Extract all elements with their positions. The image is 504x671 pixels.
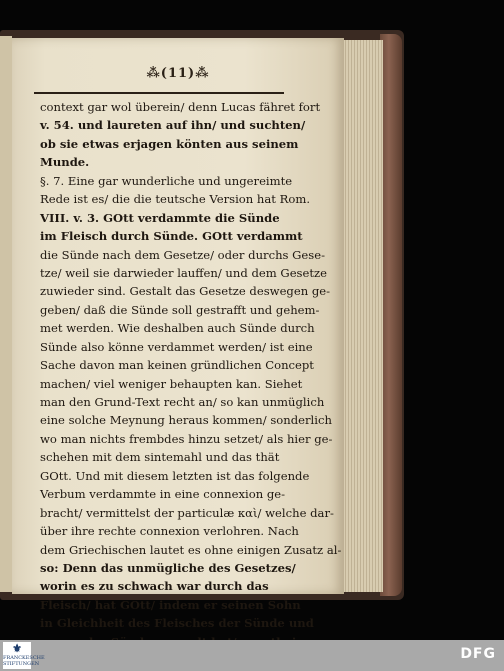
book-page bbox=[12, 38, 344, 631]
footer-bar bbox=[0, 640, 504, 671]
page-stack bbox=[343, 40, 383, 592]
text-line: Sünde also könne verdammet werden/ ist eine bbox=[40, 339, 313, 354]
text-line: VIII. v. 3. GOtt verdammte die Sünde bbox=[40, 210, 280, 225]
text-line: tze/ weil sie darwieder lauffen/ und dem Gesetze bbox=[40, 265, 327, 280]
text-line: Fleisch/ hat GOtt/ indem er seinen Sohn bbox=[40, 597, 301, 612]
text-line: dem Griechischen lautet es ohne einigen Zusatz al- bbox=[40, 542, 342, 557]
logo-text: FRANCKESCHE STIFTUNGEN bbox=[3, 655, 45, 667]
text-line: die Sünde nach dem Gesetze/ oder durchs Gese- bbox=[40, 247, 326, 262]
text-line: über ihre rechte connexion verlohren. Nach bbox=[40, 524, 299, 539]
page-number: ⁂(11)⁂ bbox=[146, 66, 210, 81]
text-line: machen/ viel weniger behaupten kan. Siehet bbox=[40, 376, 303, 391]
header-rule bbox=[34, 92, 284, 94]
text-line: Rede ist es/ die die teutsche Version hat Rom. bbox=[40, 192, 311, 207]
book-cover-edge bbox=[380, 34, 402, 596]
text-line: eine solche Meynung heraus kommen/ sonderlich bbox=[40, 413, 332, 428]
dfg-logo[interactable]: DFG bbox=[460, 646, 496, 662]
text-line: so: Denn das unmügliche des Gesetzes/ bbox=[40, 560, 296, 575]
institution-logo[interactable] bbox=[3, 642, 45, 669]
text-line: schehen mit dem sintemahl und das thät bbox=[40, 450, 280, 465]
page-text bbox=[40, 98, 342, 670]
text-line: Verbum verdammte in eine connexion ge- bbox=[40, 487, 286, 502]
text-line: §. 7. Eine gar wunderliche und ungereimte bbox=[40, 173, 293, 188]
text-line: in Gleichheit des Fleisches der Sünde und bbox=[40, 616, 314, 631]
text-line: ob sie etwas erjagen könten aus seinem bbox=[40, 136, 299, 151]
text-line: v. 54. und laureten auf ihn/ und suchten/ bbox=[40, 118, 306, 133]
text-line: context gar wol überein/ denn Lucas fähret fort bbox=[40, 100, 321, 114]
text-line: worin es zu schwach war durch das bbox=[40, 579, 269, 594]
text-line: im Fleisch durch Sünde. GOtt verdammt bbox=[40, 229, 303, 244]
text-line: zuwieder sind. Gestalt das Gesetze deswegen ge- bbox=[40, 284, 331, 299]
text-line: wo man nichts frembdes hinzu setzet/ als hier ge- bbox=[40, 431, 333, 446]
text-line: Sache davon man keinen gründlichen Concept bbox=[40, 358, 314, 373]
left-page-edge bbox=[0, 36, 12, 592]
text-line: man den Grund-Text recht an/ so kan unmüglich bbox=[40, 395, 325, 409]
text-line: GOtt. Und mit diesem letzten ist das folgende bbox=[40, 468, 310, 483]
text-line: Munde. bbox=[40, 155, 90, 170]
logo-mark-icon: ⚜ bbox=[12, 642, 22, 655]
text-line: geben/ daß die Sünde soll gestrafft und gehem- bbox=[40, 302, 320, 317]
text-line: bracht/ vermittelst der particulæ καὶ/ welche dar- bbox=[40, 505, 334, 520]
text-line: met werden. Wie deshalben auch Sünde durch bbox=[40, 321, 315, 336]
